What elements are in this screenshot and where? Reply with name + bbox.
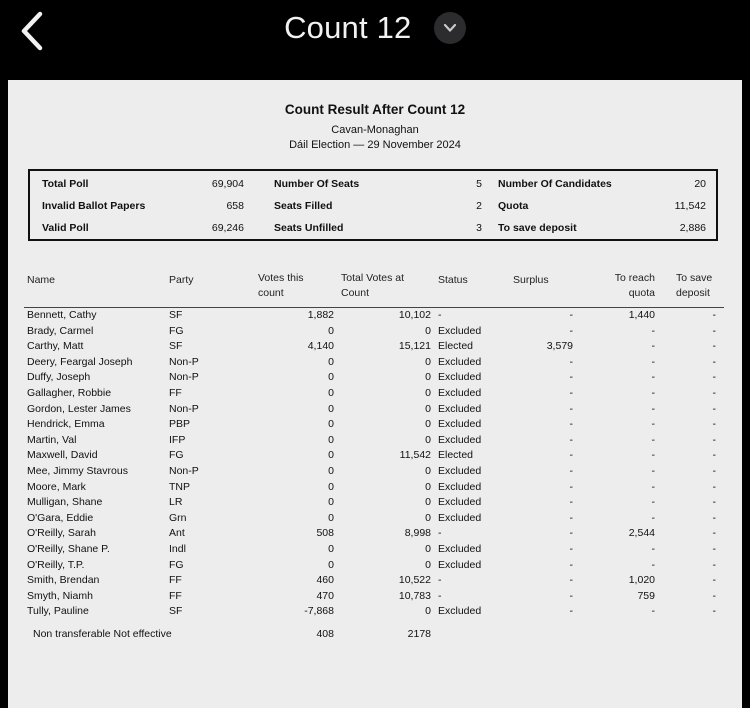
candidates-value: 20 xyxy=(694,178,706,190)
cell-total: 0 xyxy=(425,511,431,524)
cell-name: O'Gara, Eddie xyxy=(27,511,94,524)
table-row xyxy=(8,356,742,372)
cell-name: Hendrick, Emma xyxy=(27,418,105,431)
seats-unfilled-label: Seats Unfilled xyxy=(274,222,344,234)
cell-name: Brady, Carmel xyxy=(27,324,94,337)
non-transferable-votes: 408 xyxy=(316,628,334,640)
cell-reach: - xyxy=(651,402,655,415)
cell-party: Non-P xyxy=(169,355,199,368)
cell-votes: 0 xyxy=(328,480,334,493)
cell-total: 11,542 xyxy=(399,449,431,462)
summary-box xyxy=(28,169,718,241)
cell-total: 15,121 xyxy=(398,340,431,353)
cell-save: - xyxy=(712,324,716,337)
cell-reach: - xyxy=(651,605,655,618)
cell-status: Excluded xyxy=(438,371,482,384)
cell-status: - xyxy=(438,589,442,602)
cell-total: 0 xyxy=(425,402,431,415)
navigation-bar xyxy=(0,0,750,80)
cell-name: Gallagher, Robbie xyxy=(27,387,112,399)
cell-save: - xyxy=(712,433,716,446)
valid-poll-label: Valid Poll xyxy=(42,222,89,234)
cell-reach: 759 xyxy=(637,589,655,602)
invalid-papers-label: Invalid Ballot Papers xyxy=(42,200,146,212)
cell-party: FG xyxy=(169,558,184,571)
cell-reach: - xyxy=(651,371,655,384)
table-row xyxy=(8,325,742,341)
cell-surplus: - xyxy=(569,480,573,493)
table-row xyxy=(8,387,742,403)
cell-party: SF xyxy=(169,605,183,618)
seats-filled-label: Seats Filled xyxy=(274,200,333,212)
cell-votes: -7,868 xyxy=(304,605,334,618)
result-document xyxy=(8,80,742,708)
seats-filled-value: 2 xyxy=(476,200,482,212)
chevron-down-icon xyxy=(442,21,458,35)
table-row xyxy=(8,481,742,497)
cell-surplus: - xyxy=(569,324,573,337)
cell-reach: - xyxy=(651,465,655,477)
valid-poll-value: 69,246 xyxy=(211,222,244,234)
table-row xyxy=(8,574,742,590)
total-poll-label: Total Poll xyxy=(42,178,89,190)
cell-surplus: - xyxy=(569,527,573,540)
cell-surplus: - xyxy=(569,511,573,524)
cell-status: Elected xyxy=(438,340,474,353)
table-row xyxy=(8,434,742,450)
cell-reach: - xyxy=(651,449,655,462)
cell-status: - xyxy=(438,574,442,587)
cell-surplus: - xyxy=(569,558,573,571)
cell-save: - xyxy=(712,465,716,477)
cell-status: Excluded xyxy=(438,433,482,446)
cell-party: FF xyxy=(169,387,182,399)
cell-party: LR xyxy=(169,496,183,509)
cell-status: Elected xyxy=(438,449,474,462)
cell-name: Deery, Feargal Joseph xyxy=(27,355,133,368)
cell-save: - xyxy=(712,511,716,524)
cell-surplus: - xyxy=(569,465,573,477)
cell-reach: 1,440 xyxy=(628,309,655,321)
cell-party: Non-P xyxy=(169,402,199,415)
cell-votes: 0 xyxy=(328,387,334,399)
seats-unfilled-value: 3 xyxy=(476,222,482,234)
cell-status: Excluded xyxy=(438,480,482,493)
cell-name: Moore, Mark xyxy=(27,480,86,493)
cell-reach: - xyxy=(651,355,655,368)
cell-save: - xyxy=(712,574,716,587)
save-deposit-label: To save deposit xyxy=(498,222,577,234)
cell-surplus: - xyxy=(569,605,573,618)
table-row xyxy=(8,512,742,528)
cell-party: FG xyxy=(169,449,184,462)
cell-save: - xyxy=(712,589,716,602)
cell-save: - xyxy=(712,543,716,555)
cell-party: FF xyxy=(169,574,182,587)
cell-reach: - xyxy=(651,543,655,555)
cell-total: 0 xyxy=(425,324,431,337)
cell-name: Bennett, Cathy xyxy=(27,309,97,321)
column-header-total-line1: Total Votes at xyxy=(341,272,405,284)
cell-name: Gordon, Lester James xyxy=(27,402,131,415)
non-transferable-label: Non transferable Not effective xyxy=(33,628,172,640)
cell-party: Indl xyxy=(169,543,186,555)
cell-surplus: - xyxy=(569,574,573,587)
cell-save: - xyxy=(712,340,716,353)
column-header-party: Party xyxy=(169,274,194,286)
cell-name: O'Reilly, T.P. xyxy=(27,558,85,571)
election-date: Dáil Election — 29 November 2024 xyxy=(289,139,461,151)
cell-party: SF xyxy=(169,340,183,353)
cell-votes: 0 xyxy=(328,355,334,368)
column-header-status: Status xyxy=(438,274,468,286)
cell-reach: 2,544 xyxy=(628,527,655,540)
cell-name: Smyth, Niamh xyxy=(27,589,93,602)
cell-votes: 0 xyxy=(328,543,334,555)
constituency-name: Cavan-Monaghan xyxy=(331,124,419,136)
cell-votes: 0 xyxy=(328,511,334,524)
cell-save: - xyxy=(712,418,716,431)
cell-save: - xyxy=(712,387,716,399)
cell-status: Excluded xyxy=(438,418,482,431)
cell-save: - xyxy=(712,605,716,618)
count-selector-button[interactable] xyxy=(434,12,466,44)
column-header-reach-line1: To reach xyxy=(614,272,655,284)
cell-surplus: - xyxy=(569,309,573,321)
cell-total: 10,783 xyxy=(398,589,431,602)
cell-total: 0 xyxy=(425,355,431,368)
seats-label: Number Of Seats xyxy=(274,178,360,190)
cell-total: 0 xyxy=(425,496,431,509)
cell-votes: 508 xyxy=(316,527,334,540)
cell-votes: 0 xyxy=(328,402,334,415)
cell-reach: - xyxy=(651,496,655,509)
cell-reach: - xyxy=(651,433,655,446)
cell-party: FG xyxy=(169,324,184,337)
cell-total: 0 xyxy=(425,465,431,477)
cell-status: Excluded xyxy=(438,605,482,618)
cell-surplus: - xyxy=(569,355,573,368)
cell-status: Excluded xyxy=(438,496,482,509)
table-row xyxy=(8,340,742,356)
cell-status: Excluded xyxy=(438,402,482,415)
cell-votes: 470 xyxy=(316,589,334,602)
cell-reach: - xyxy=(651,387,655,399)
table-row xyxy=(8,496,742,512)
cell-save: - xyxy=(712,480,716,493)
cell-total: 0 xyxy=(425,433,431,446)
cell-name: Mulligan, Shane xyxy=(27,496,103,509)
cell-name: Mee, Jimmy Stavrous xyxy=(27,465,128,477)
table-row xyxy=(8,449,742,465)
table-row xyxy=(8,403,742,419)
cell-name: O'Reilly, Sarah xyxy=(27,527,96,540)
quota-label: Quota xyxy=(498,200,529,212)
cell-status: Excluded xyxy=(438,324,482,337)
column-header-surplus: Surplus xyxy=(513,274,549,286)
cell-surplus: - xyxy=(569,449,573,462)
cell-save: - xyxy=(712,558,716,571)
cell-party: Non-P xyxy=(169,371,199,384)
cell-surplus: 3,579 xyxy=(546,340,573,353)
cell-status: Excluded xyxy=(438,387,482,399)
cell-name: Duffy, Joseph xyxy=(27,371,91,384)
cell-total: 0 xyxy=(425,543,431,555)
cell-surplus: - xyxy=(569,543,573,555)
cell-reach: - xyxy=(651,340,655,353)
candidates-label: Number Of Candidates xyxy=(498,178,612,190)
cell-votes: 4,140 xyxy=(307,340,334,353)
cell-party: Grn xyxy=(169,511,187,524)
cell-votes: 0 xyxy=(328,465,334,477)
cell-save: - xyxy=(712,449,716,462)
cell-name: Maxwell, David xyxy=(27,449,98,462)
column-header-votes-line2: count xyxy=(258,287,284,299)
cell-surplus: - xyxy=(569,589,573,602)
table-row xyxy=(8,465,742,481)
cell-name: Smith, Brendan xyxy=(27,574,100,587)
column-header-name: Name xyxy=(27,274,56,286)
cell-party: SF xyxy=(169,309,183,321)
cell-total: 0 xyxy=(425,371,431,384)
cell-surplus: - xyxy=(569,402,573,415)
cell-status: - xyxy=(438,527,442,540)
column-header-save-line2: deposit xyxy=(676,287,710,299)
column-header-votes-line1: Votes this xyxy=(258,272,304,284)
table-row xyxy=(8,590,742,606)
cell-votes: 1,882 xyxy=(307,309,334,321)
cell-votes: 0 xyxy=(328,433,334,446)
cell-reach: - xyxy=(651,511,655,524)
invalid-papers-value: 658 xyxy=(226,200,244,212)
cell-party: Ant xyxy=(169,527,185,540)
table-row xyxy=(8,543,742,559)
cell-reach: - xyxy=(651,324,655,337)
seats-value: 5 xyxy=(476,178,482,190)
document-title: Count Result After Count 12 xyxy=(284,102,466,117)
cell-votes: 0 xyxy=(328,418,334,431)
cell-total: 0 xyxy=(425,480,431,493)
cell-reach: - xyxy=(651,418,655,431)
table-row xyxy=(8,371,742,387)
cell-name: Carthy, Matt xyxy=(27,340,84,353)
table-row xyxy=(8,309,742,325)
cell-surplus: - xyxy=(569,371,573,384)
cell-votes: 0 xyxy=(328,371,334,384)
cell-votes: 0 xyxy=(328,496,334,509)
count-title: Count 12 xyxy=(284,10,412,45)
column-header-total-line2: Count xyxy=(341,287,370,299)
cell-votes: 460 xyxy=(316,574,334,587)
cell-party: TNP xyxy=(169,480,190,493)
cell-party: PBP xyxy=(169,418,191,431)
cell-name: Tully, Pauline xyxy=(27,605,89,618)
cell-votes: 0 xyxy=(328,558,334,571)
cell-name: Martin, Val xyxy=(27,433,77,446)
table-row xyxy=(8,527,742,543)
header-divider xyxy=(24,307,724,308)
non-transferable-total: 2178 xyxy=(407,628,431,640)
cell-party: IFP xyxy=(169,433,186,446)
cell-votes: 0 xyxy=(328,324,334,337)
column-header-save-line1: To save xyxy=(676,272,713,284)
table-row xyxy=(8,559,742,575)
cell-surplus: - xyxy=(569,433,573,446)
cell-surplus: - xyxy=(569,387,573,399)
cell-save: - xyxy=(712,355,716,368)
cell-total: 0 xyxy=(425,387,431,399)
cell-total: 10,522 xyxy=(398,574,431,587)
cell-total: 0 xyxy=(425,418,431,431)
cell-name: O'Reilly, Shane P. xyxy=(27,543,110,555)
cell-status: - xyxy=(438,309,442,321)
quota-value: 11,542 xyxy=(674,200,706,212)
cell-status: Excluded xyxy=(438,543,482,555)
cell-party: Non-P xyxy=(169,465,199,477)
cell-reach: - xyxy=(651,558,655,571)
cell-save: - xyxy=(712,371,716,384)
cell-party: FF xyxy=(169,589,182,602)
cell-total: 0 xyxy=(425,558,431,571)
save-deposit-value: 2,886 xyxy=(679,222,706,234)
cell-surplus: - xyxy=(569,496,573,509)
column-header-reach-line2: quota xyxy=(628,287,655,299)
cell-status: Excluded xyxy=(438,355,482,368)
cell-status: Excluded xyxy=(438,511,482,524)
total-poll-value: 69,904 xyxy=(211,178,244,190)
cell-save: - xyxy=(712,309,716,321)
cell-total: 10,102 xyxy=(398,309,431,321)
cell-reach: 1,020 xyxy=(628,574,655,587)
table-row xyxy=(8,418,742,434)
table-row xyxy=(8,605,742,621)
cell-votes: 0 xyxy=(328,449,334,462)
cell-save: - xyxy=(712,402,716,415)
cell-total: 0 xyxy=(425,605,431,618)
cell-status: Excluded xyxy=(438,558,482,571)
cell-save: - xyxy=(712,527,716,540)
cell-reach: - xyxy=(651,480,655,493)
cell-surplus: - xyxy=(569,418,573,431)
cell-status: Excluded xyxy=(438,465,482,477)
cell-total: 8,998 xyxy=(404,527,431,540)
cell-save: - xyxy=(712,496,716,509)
